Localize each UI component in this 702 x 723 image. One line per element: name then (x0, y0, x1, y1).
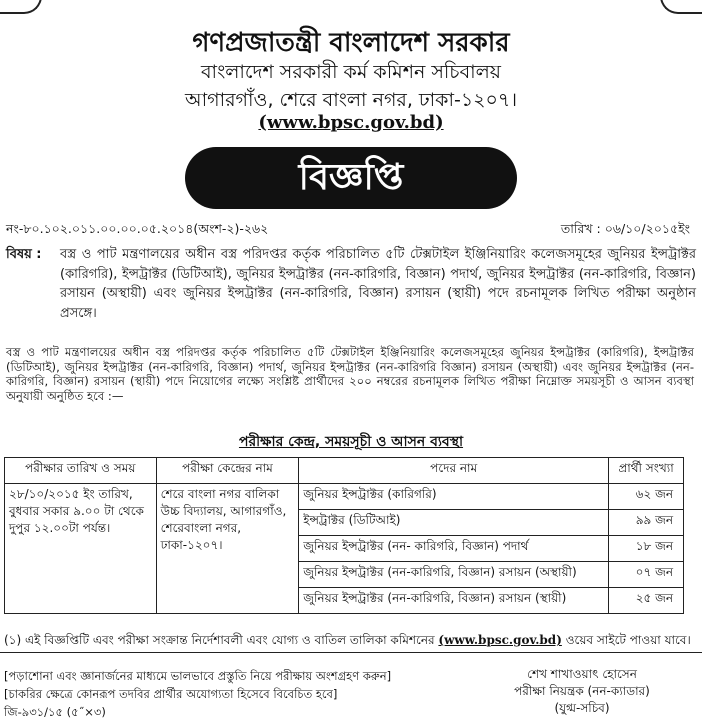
candidate-count: ০৭ জন (609, 562, 684, 588)
table-row (5, 484, 684, 510)
candidate-count: ২৫ জন (609, 588, 684, 614)
website-link[interactable]: (www.bpsc.gov.bd) (258, 112, 444, 133)
website-note (4, 632, 691, 652)
header-center: পরীক্ষা কেন্দ্রের নাম (156, 458, 299, 484)
candidate-count: ৬২ জন (609, 484, 684, 510)
header-count: প্রার্থী সংখ্যা (609, 458, 684, 484)
post-name: জুনিয়র ইন্সট্রাক্টর (নন-কারিগরি, বিজ্ঞান) রসায়ন (স্থায়ী) (299, 588, 609, 614)
body-paragraph: বস্ত্র ও পাট মন্ত্রণালয়ের অধীন বস্ত্র পরিদপ্তর কর্তৃক পরিচালিত ৫টি টেক্সটাইল ইঞ্জিনিয়ারিং কলেজসমূহের জুনিয়র ইন্সট্রাক্টর (কারিগরি), ইন্সট্রাক্টর (ডিটিআই), জুনিয়র ইন্সট্রাক্টর (নন-কারিগরি, বিজ্ঞান) পদার্থ, জুনিয়র ইন্সট্রাক্টর (নন-কারিগরি বিজ্ঞান) রসায়ন (অস্থায়ী) এবং জুনিয়র ইন্সট্রাক্টর (নন-কারিগরি, বিজ্ঞান) রসায়ন (স্থায়ী) পদে নিয়োগের লক্ষ্যে সংশ্লিষ্ট প্রার্থীদের ২০০ নম্বরের রচনামূলক লিখিত পরীক্ষা নিম্নোক্ত সময়সূচী ও আসন ব্যবস্থা অনুযায়ী অনুষ্ঠিত হবে :— (6, 345, 694, 403)
exam-datetime: ২৮/১০/২০১৫ ইং তারিখ, বুধবার সকার ৯.০০ টা থেকে দুপুর ১২.০০টা পর্যন্ত। (5, 484, 157, 614)
subject-text: বস্ত্র ও পাট মন্ত্রণালয়ের অধীন বস্ত্র পরিদপ্তর কর্তৃক পরিচালিত ৫টি টেক্সটাইল ইঞ্জিনিয়ারিং কলেজসমূহের জুনিয়র ইন্সট্রাক্টর (কারিগরি), ইন্সট্রাক্টর (ডিটিআই), জুনিয়র ইন্সট্রাক্টর (নন-কারিগরি, বিজ্ঞান) পদার্থ, জুনিয়র ইন্সট্রাক্টর (নন-কারিগরি, বিজ্ঞান) রসায়ন (অস্থায়ী) এবং জুনিয়র ইন্সট্রাক্টর (নন-কারিগরি, বিজ্ঞান) রসায়ন (স্থায়ী) পদে রচনামূলক লিখিত পরীক্ষা অনুষ্ঠান প্রসঙ্গে। (60, 247, 696, 321)
table-title: পরীক্ষার কেন্দ্র, সময়সূচী ও আসন ব্যবস্থা (238, 434, 464, 450)
subject-label: বিষয় : (6, 247, 42, 262)
post-name: ইন্সট্রাক্টর (ডিটিআই) (299, 510, 609, 536)
signatory-title: পরীক্ষা নিয়ন্ত্রক (নন-ক্যাডার) (514, 684, 650, 698)
note-website-link[interactable]: (www.bpsc.gov.bd) (438, 633, 562, 647)
header-datetime: পরীক্ষার তারিখ ও সময় (5, 458, 157, 484)
divider (0, 652, 702, 653)
border-ornament-right (660, 0, 702, 14)
memo-number: নং-৮০.১০২.০১১.০০.০০.০৫.২০১৪(অংশ-২)-২৬২ (6, 221, 269, 236)
signature-block (482, 666, 682, 717)
signatory-rank: (যুগ্ম-সচিব) (554, 701, 610, 715)
table-header-row (5, 458, 684, 484)
candidate-count: ৯৯ জন (609, 510, 684, 536)
signatory-name: শেখ শাখাওয়াৎ হোসেন (527, 667, 637, 681)
post-name: জুনিয়র ইন্সট্রাক্টর (নন- কারিগরি, বিজ্ঞান) পদার্থ (299, 536, 609, 562)
post-name: জুনিয়র ইন্সট্রাক্টর (নন-কারিগরি, বিজ্ঞান) রসায়ন (অস্থায়ী) (299, 562, 609, 588)
notice-banner: বিজ্ঞপ্তি (185, 147, 517, 209)
office-name: বাংলাদেশ সরকারী কর্ম কমিশন সচিবালয় (200, 61, 501, 83)
office-address: আগারগাঁও, শেরে বাংলা নগর, ঢাকা-১২০৭। (184, 89, 518, 111)
post-name: জুনিয়র ইন্সট্রাক্টর (কারিগরি) (299, 484, 609, 510)
note-text-after: ওয়েব সাইটে পাওয়া যাবে। (561, 633, 691, 647)
footer-warning: [চাকরির ক্ষেত্রে কোনরূপ তদবির প্রার্থীর অযোগ্যতা হিসেবে বিবেচিত হবে] (4, 687, 338, 701)
subject-block (6, 245, 696, 323)
schedule-table (4, 457, 684, 614)
header-post: পদের নাম (299, 458, 609, 484)
notice-date: তারিখ : ০৬/১০/২০১৫ইং (560, 221, 690, 236)
footer-print-code: জি-৯৩১/১৫ (৫˝×৩) (4, 705, 106, 719)
exam-center: শেরে বাংলা নগর বালিকা উচ্চ বিদ্যালয়, আগারগাঁও, শেরেবাংলা নগর, ঢাকা-১২০৭। (156, 484, 299, 614)
govt-title: গণপ্রজাতন্ত্রী বাংলাদেশ সরকার (192, 28, 510, 58)
footer-advice: [পড়াশোনা এবং জ্ঞানার্জনের মাধ্যমে ভালভাবে প্রস্তুতি নিয়ে পরীক্ষায় অংশগ্রহণ করুন] (4, 669, 392, 683)
candidate-count: ১৮ জন (609, 536, 684, 562)
note-text-before: (১) এই বিজ্ঞপ্তিটি এবং পরীক্ষা সংক্রান্ত নির্দেশাবলী এবং যোগ্য ও বাতিল তালিকা কমিশনের (4, 633, 439, 647)
border-ornament-left (0, 0, 42, 14)
